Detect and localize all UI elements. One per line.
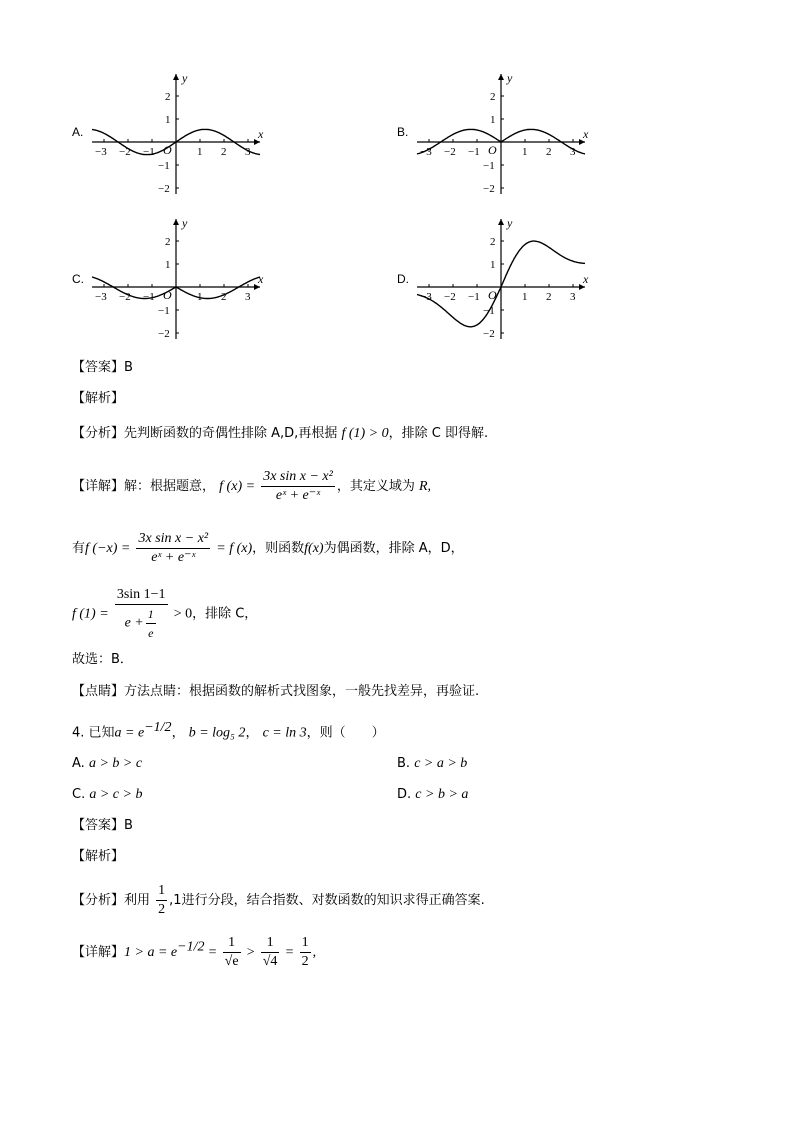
graph-a <box>88 70 268 198</box>
gt-zero: > 0 <box>173 606 193 622</box>
q3-answer-line <box>72 358 133 378</box>
option-letter: D. <box>397 787 412 802</box>
f1-denominator <box>115 605 168 642</box>
f1-den-e: e + <box>124 615 144 631</box>
y-tick-label: −1 <box>483 305 495 317</box>
x-tick-label: 2 <box>546 146 552 158</box>
even-numerator: 3x sin x − x² <box>136 530 210 549</box>
q4-option-a[interactable] <box>72 754 142 774</box>
q4-c-def: c = ln 3 <box>262 725 307 741</box>
x-tick-label: 2 <box>546 291 552 303</box>
half-den: 2 <box>158 902 166 917</box>
x-tick-label: −3 <box>95 291 107 303</box>
x-axis-letter: x <box>258 272 264 286</box>
gt-sign: > <box>246 945 255 960</box>
y-tick-label: 2 <box>165 91 171 103</box>
q4-fenxi-line <box>72 882 485 919</box>
x-tick-label: 1 <box>522 146 528 158</box>
x-tick-label: −1 <box>143 291 155 303</box>
q3-fenxi-line <box>72 424 488 444</box>
f1-den-den: e <box>148 626 154 640</box>
q4-answer-line <box>72 816 133 836</box>
q3-even-line <box>72 530 464 567</box>
origin-label: O <box>163 288 172 302</box>
detail-tag: 【详解】 <box>72 945 125 960</box>
x-tick-label: −2 <box>444 146 456 158</box>
q4-b-def: b = log₅ 2 <box>188 725 246 741</box>
fx-fraction <box>261 468 335 505</box>
fenxi-text: 利用 <box>124 893 151 908</box>
x-tick-label: −1 <box>143 146 155 158</box>
eq-sign: = <box>208 945 217 960</box>
y-tick-label: 2 <box>490 91 496 103</box>
y-tick-label: 2 <box>490 236 496 248</box>
fenxi-expr: f (1) > 0 <box>341 426 389 441</box>
analysis-tag: 【解析】 <box>72 849 125 864</box>
half-den-b: 2 <box>301 954 309 969</box>
graph-c <box>88 215 268 343</box>
y-tick-label: 2 <box>165 236 171 248</box>
domain-R: R, <box>418 479 432 494</box>
num-one-b: 1 <box>261 934 280 953</box>
even-text-end: 为偶函数，排除 A，D， <box>323 541 464 556</box>
y-tick-label: −2 <box>158 328 170 340</box>
detail-exp: −1/2 <box>177 939 205 955</box>
answer-tag: 【答案】 <box>72 360 125 375</box>
fenxi-text: 先判断函数的奇偶性排除 A,D,再根据 <box>124 426 338 441</box>
half-num: 1 <box>156 882 167 901</box>
y-arrow-icon <box>173 219 179 225</box>
fx-label: f (x) = <box>219 479 256 494</box>
y-arrow-icon <box>498 219 504 225</box>
f1-label: f (1) = <box>72 606 109 622</box>
q4-number: 4. 已知 <box>72 725 115 741</box>
q4-option-b[interactable] <box>397 754 467 774</box>
graph-d-label: D. <box>397 272 409 286</box>
x-tick-label: −3 <box>95 146 107 158</box>
tip-text: 方法点睛：根据函数的解析式找图象，一般先找差异，再验证. <box>124 684 480 699</box>
x-tick-label: 3 <box>570 291 576 303</box>
choose-text: 故选：B． <box>72 652 133 667</box>
fenxi-text-end: ，排除 C 即得解. <box>388 426 489 441</box>
x-tick-label: 2 <box>221 291 227 303</box>
eq-fx: = f (x) <box>216 541 253 556</box>
x-tick-label: 1 <box>197 291 203 303</box>
fenxi-text-end: ,1进行分段，结合指数、对数函数的知识求得正确答案. <box>169 893 485 908</box>
origin-label: O <box>488 143 497 157</box>
q4-detail-line <box>72 934 316 971</box>
detail-text: 解：根据题意， <box>124 479 216 494</box>
x-tick-label: −2 <box>444 291 456 303</box>
origin-label: O <box>163 143 172 157</box>
answer-value: B <box>124 818 133 833</box>
q4-analysis-line <box>72 847 124 867</box>
origin-label: O <box>488 288 497 302</box>
graph-b-label: B. <box>397 125 409 139</box>
half-num-b: 1 <box>300 934 311 953</box>
den-sqrt-e: √e <box>224 954 239 969</box>
y-axis-letter: y <box>507 216 513 230</box>
q3-tip-line <box>72 682 479 702</box>
exclude-c: ，排除 C， <box>192 606 258 622</box>
q3-f1-line <box>72 586 257 642</box>
even-text: ，则函数 <box>252 541 305 556</box>
even-fraction <box>136 530 210 567</box>
q4-a-exp: −1/2 <box>144 720 172 735</box>
x-axis-letter: x <box>258 127 264 141</box>
x-tick-label: −3 <box>420 291 432 303</box>
q4-stem: 4. 已知$a = e^{-1/2}$， b = log₅ 2， c = ln 3，则（ ） <box>72 720 385 741</box>
option-text: c > a > b <box>414 756 468 771</box>
y-arrow-icon <box>498 74 504 80</box>
frac-half <box>300 934 311 971</box>
y-tick-label: −1 <box>158 305 170 317</box>
detail-tag: 【详解】 <box>72 479 125 494</box>
x-tick-label: 3 <box>245 146 251 158</box>
detail-expr: 1 > a = e <box>124 945 178 960</box>
fenxi-tag: 【分析】 <box>72 426 125 441</box>
f-negx: f (−x) = <box>85 541 131 556</box>
y-tick-label: −2 <box>483 183 495 195</box>
x-tick-label: 1 <box>197 146 203 158</box>
even-denominator: eˣ + e⁻ˣ <box>151 550 196 565</box>
f1-numerator: 3sin 1−1 <box>115 586 168 605</box>
f1-den-num: 1 <box>146 605 156 624</box>
q4-then: ，则（ ） <box>306 725 385 741</box>
analysis-tag: 【解析】 <box>72 391 125 406</box>
q3-analysis-line <box>72 389 124 409</box>
option-letter: C. <box>72 787 86 802</box>
half-fraction <box>156 882 167 919</box>
x-tick-label: −2 <box>119 146 131 158</box>
q4-a-def: a = e <box>114 725 145 741</box>
y-axis-letter: y <box>182 216 188 230</box>
den-sqrt-4: √4 <box>262 954 278 969</box>
x-tick-label: 2 <box>221 146 227 158</box>
domain-text: ，其定义域为 <box>336 479 415 494</box>
option-text: a > c > b <box>89 787 143 802</box>
tip-tag: 【点睛】 <box>72 684 125 699</box>
option-text: c > b > a <box>415 787 469 802</box>
x-tick-label: −1 <box>468 291 480 303</box>
y-tick-label: −1 <box>483 160 495 172</box>
answer-tag: 【答案】 <box>72 818 125 833</box>
q3-detail-line <box>72 468 431 505</box>
even-prefix: 有 <box>72 541 86 556</box>
y-tick-label: 1 <box>165 114 171 126</box>
x-tick-label: 1 <box>522 291 528 303</box>
option-letter: A. <box>72 756 85 771</box>
q3-choose-line <box>72 650 133 670</box>
q4-option-c[interactable] <box>72 785 142 805</box>
graph-a-label: A. <box>72 125 84 139</box>
f1-den-frac <box>146 605 156 642</box>
frac-sqrt-e <box>223 934 241 971</box>
graph-c-label: C. <box>72 272 84 286</box>
x-tick-label: 3 <box>245 291 251 303</box>
eq-sign-b: = <box>285 945 294 960</box>
y-tick-label: −2 <box>483 328 495 340</box>
frac-sqrt-4 <box>261 934 280 971</box>
x-axis-letter: x <box>583 127 589 141</box>
comma-end: , <box>312 945 317 960</box>
y-axis-letter: y <box>507 71 513 85</box>
graph-d <box>413 215 593 343</box>
fx-plain: f(x) <box>304 541 324 556</box>
f1-fraction <box>115 586 168 642</box>
y-tick-label: −2 <box>158 183 170 195</box>
x-tick-label: −2 <box>119 291 131 303</box>
graph-b <box>413 70 593 198</box>
fx-denominator: eˣ + e⁻ˣ <box>275 488 321 503</box>
q4-option-d[interactable] <box>397 785 468 805</box>
x-tick-label: −3 <box>420 146 432 158</box>
option-text: a > b > c <box>88 756 143 771</box>
x-axis-letter: x <box>583 272 589 286</box>
y-tick-label: 1 <box>490 114 496 126</box>
y-arrow-icon <box>173 74 179 80</box>
y-tick-label: −1 <box>158 160 170 172</box>
fenxi-tag: 【分析】 <box>72 893 125 908</box>
num-one: 1 <box>223 934 241 953</box>
option-letter: B. <box>397 756 411 771</box>
fx-numerator: 3x sin x − x² <box>261 468 335 487</box>
x-tick-label: 3 <box>570 146 576 158</box>
y-tick-label: 1 <box>165 259 171 271</box>
x-tick-label: −1 <box>468 146 480 158</box>
y-tick-label: 1 <box>490 259 496 271</box>
answer-value: B <box>124 360 133 375</box>
y-axis-letter: y <box>182 71 188 85</box>
